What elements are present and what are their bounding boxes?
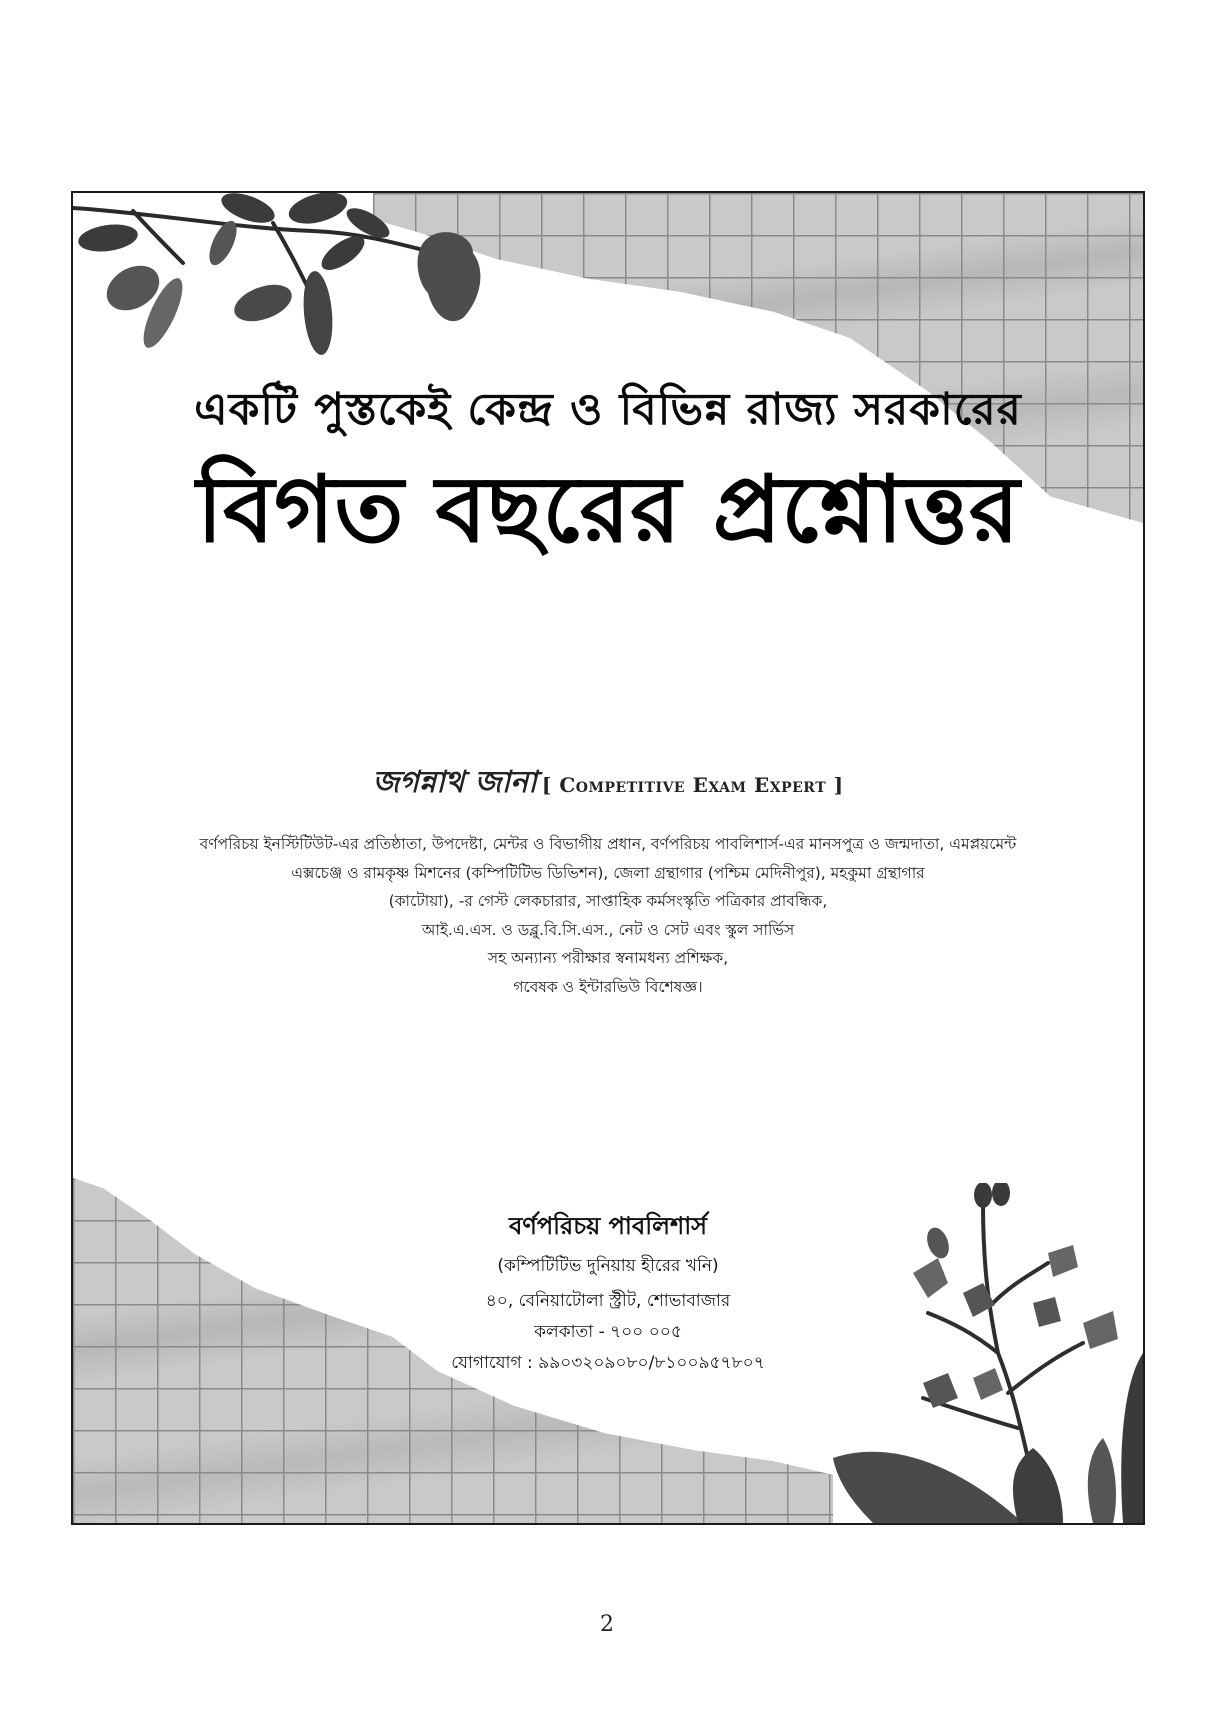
publisher-name: বর্ণপরিচয় পাবলিশার্স bbox=[508, 1212, 708, 1240]
publisher-address-line2: কলকাতা - ৭০০ ০০৫ bbox=[534, 1322, 682, 1342]
bio-line: এক্সচেঞ্জ ও রামকৃষ্ণ মিশনের (কম্পিটিটিভ ডিভিশন), জেলা গ্রন্থাগার (পশ্চিম মেদিনীপুর), মহকুমা গ্রন্থাগার bbox=[291, 863, 925, 882]
author-row bbox=[73, 758, 1143, 809]
bio-line: গবেষক ও ইন্টারভিউ বিশেষজ্ঞ। bbox=[513, 977, 703, 996]
flowering-branch-icon bbox=[833, 1183, 1143, 1523]
bio-line: (কাটোয়া), -র গেস্ট লেকচারার, সাপ্তাহিক কর্মসংস্কৃতি পত্রিকার প্রাবন্ধিক, bbox=[388, 892, 828, 910]
author-tag: [ Competitive Exam Expert ] bbox=[541, 773, 844, 797]
author-bio bbox=[93, 830, 1123, 1001]
page-number: 2 bbox=[600, 1612, 614, 1637]
author-name: জগন্নাথ জানা bbox=[372, 765, 537, 800]
bio-line: বর্ণপরিচয় ইনস্টিটিউট-এর প্রতিষ্ঠাতা, উপদেষ্টা, মেন্টর ও বিভাগীয় প্রধান, বর্ণপরিচয় পাবলিশার্স-এর মানসপুত্র ও জন্মদাতা, এমপ্লয়মেন্ট bbox=[199, 835, 1017, 853]
cover-subtitle: একটি পুস্তকেই কেন্দ্র ও বিভিন্ন রাজ্য সরকারের bbox=[194, 384, 1022, 435]
publisher-block bbox=[373, 1206, 843, 1379]
leafy-branch-icon bbox=[73, 193, 543, 383]
publisher-contact: যোগাযোগ : ৯৯০৩২০৯০৮০/৮১০০৯৫৭৮০৭ bbox=[451, 1353, 765, 1373]
publisher-address-line1: ৪০, বেনিয়াটোলা স্ট্রীট, শোভাবাজার bbox=[485, 1291, 731, 1311]
bio-line: সহ অন্যান্য পরীক্ষার স্বনামধন্য প্রশিক্ষক, bbox=[487, 949, 729, 967]
publisher-tagline: (কম্পিটিটিভ দুনিয়ায় হীরের খনি) bbox=[497, 1256, 719, 1276]
cover-title: বিগত বছরের প্রশ্নোত্তর bbox=[196, 456, 1020, 563]
bio-line: আই.এ.এস. ও ডব্লু.বি.সি.এস., নেট ও সেট এবং স্কুল সার্ভিস bbox=[421, 920, 795, 939]
cover-frame bbox=[71, 191, 1145, 1525]
